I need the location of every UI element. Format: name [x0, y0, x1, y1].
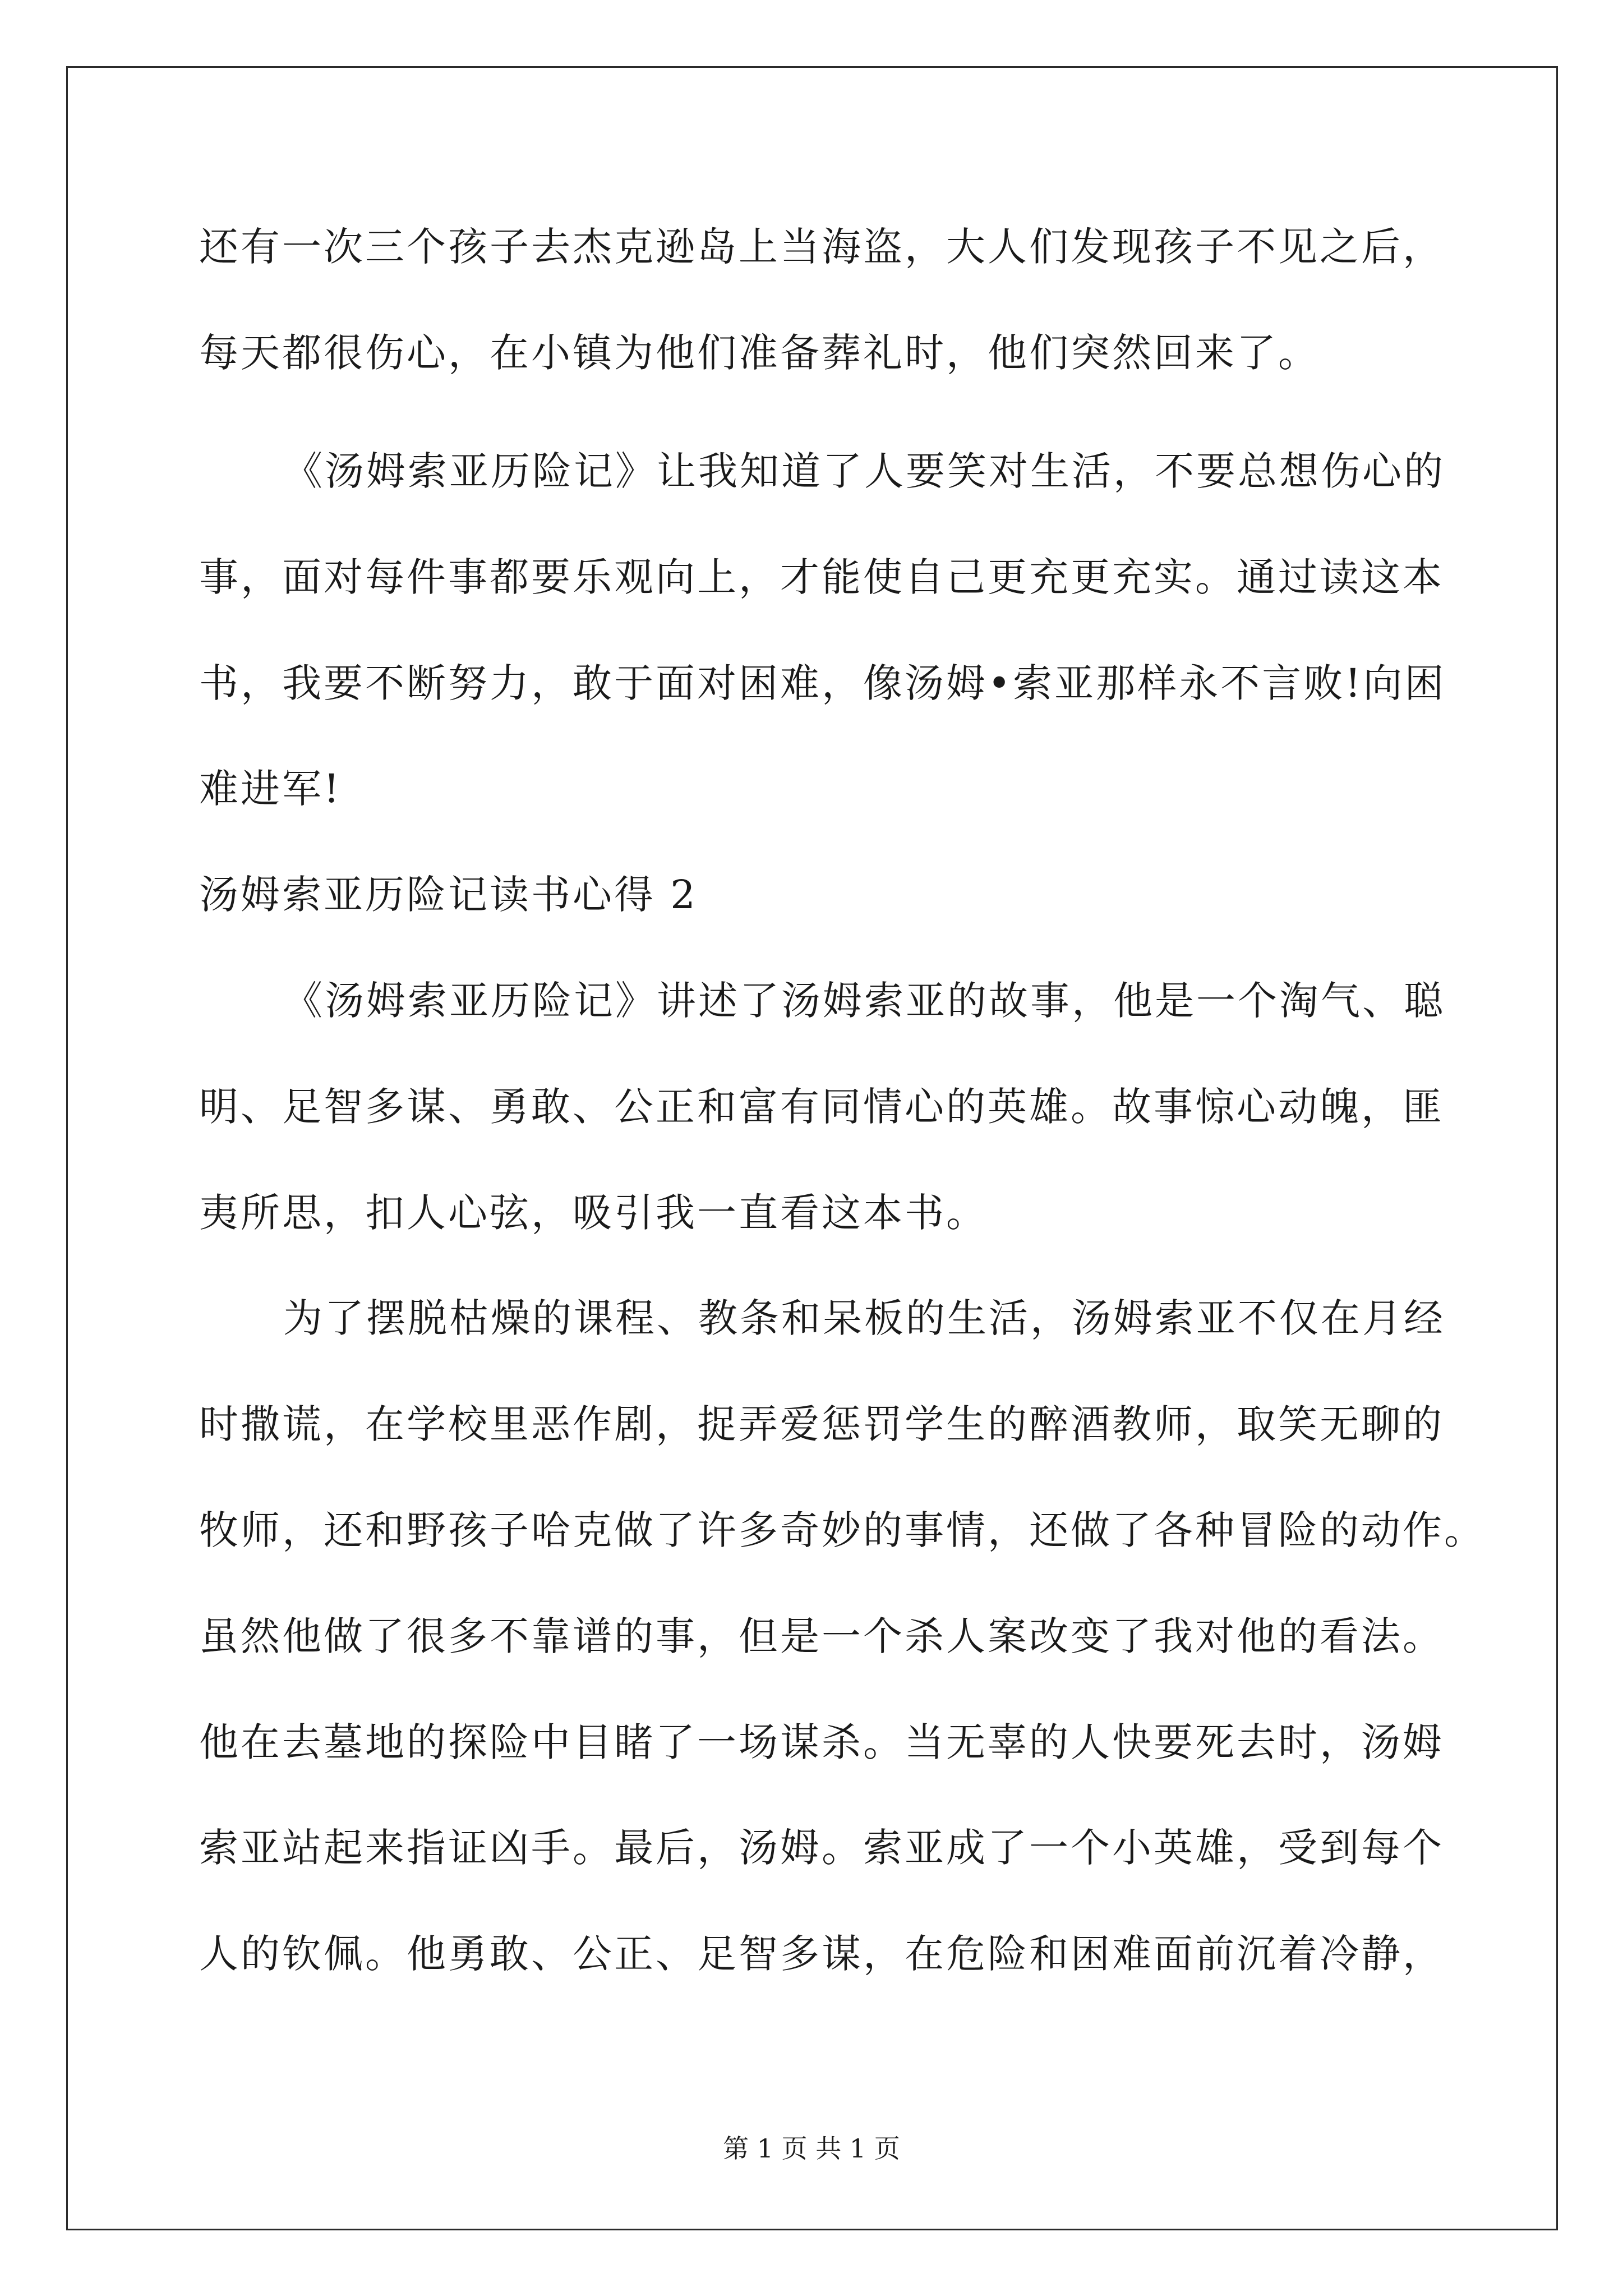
- text-line: 明、足智多谋、勇敢、公正和富有同情心的英雄。故事惊心动魄，匪: [199, 1084, 1444, 1130]
- section-heading: 汤姆索亚历险记读书心得 2: [199, 872, 698, 918]
- text-line: 《汤姆索亚历险记》讲述了汤姆索亚的故事，他是一个淘气、聪: [283, 978, 1445, 1024]
- text-line: 书，我要不断努力，敢于面对困难，像汤姆•索亚那样永不言败!向困: [199, 660, 1446, 706]
- text-line: 为了摆脱枯燥的课程、教条和呆板的生活，汤姆索亚不仅在月经: [283, 1295, 1445, 1341]
- text-line: 牧师，还和野孩子哈克做了许多奇妙的事情，还做了各种冒险的动作。: [199, 1507, 1486, 1553]
- text-line: 索亚站起来指证凶手。最后，汤姆。索亚成了一个小英雄，受到每个: [199, 1825, 1444, 1871]
- text-line: 他在去墓地的探险中目睹了一场谋杀。当无辜的人快要死去时，汤姆: [199, 1719, 1444, 1765]
- text-line: 还有一次三个孩子去杰克逊岛上当海盗，大人们发现孩子不见之后，: [199, 224, 1444, 270]
- text-line: 人的钦佩。他勇敢、公正、足智多谋，在危险和困难面前沉着冷静，: [199, 1931, 1444, 1977]
- text-line: 每天都很伤心，在小镇为他们准备葬礼时，他们突然回来了。: [199, 330, 1320, 376]
- text-line: 难进军!: [199, 766, 342, 812]
- text-line: 时撒谎，在学校里恶作剧，捉弄爱惩罚学生的醉酒教师，取笑无聊的: [199, 1401, 1444, 1447]
- text-line: 《汤姆索亚历险记》让我知道了人要笑对生活，不要总想伤心的: [283, 448, 1445, 494]
- text-line: 事，面对每件事都要乐观向上，才能使自己更充更充实。通过读这本: [199, 554, 1444, 600]
- page-frame: [66, 66, 1558, 2230]
- text-line: 虽然他做了很多不靠谱的事，但是一个杀人案改变了我对他的看法。: [199, 1613, 1444, 1659]
- text-line: 夷所思，扣人心弦，吸引我一直看这本书。: [199, 1190, 988, 1236]
- page-footer: 第 1 页 共 1 页: [723, 2133, 900, 2164]
